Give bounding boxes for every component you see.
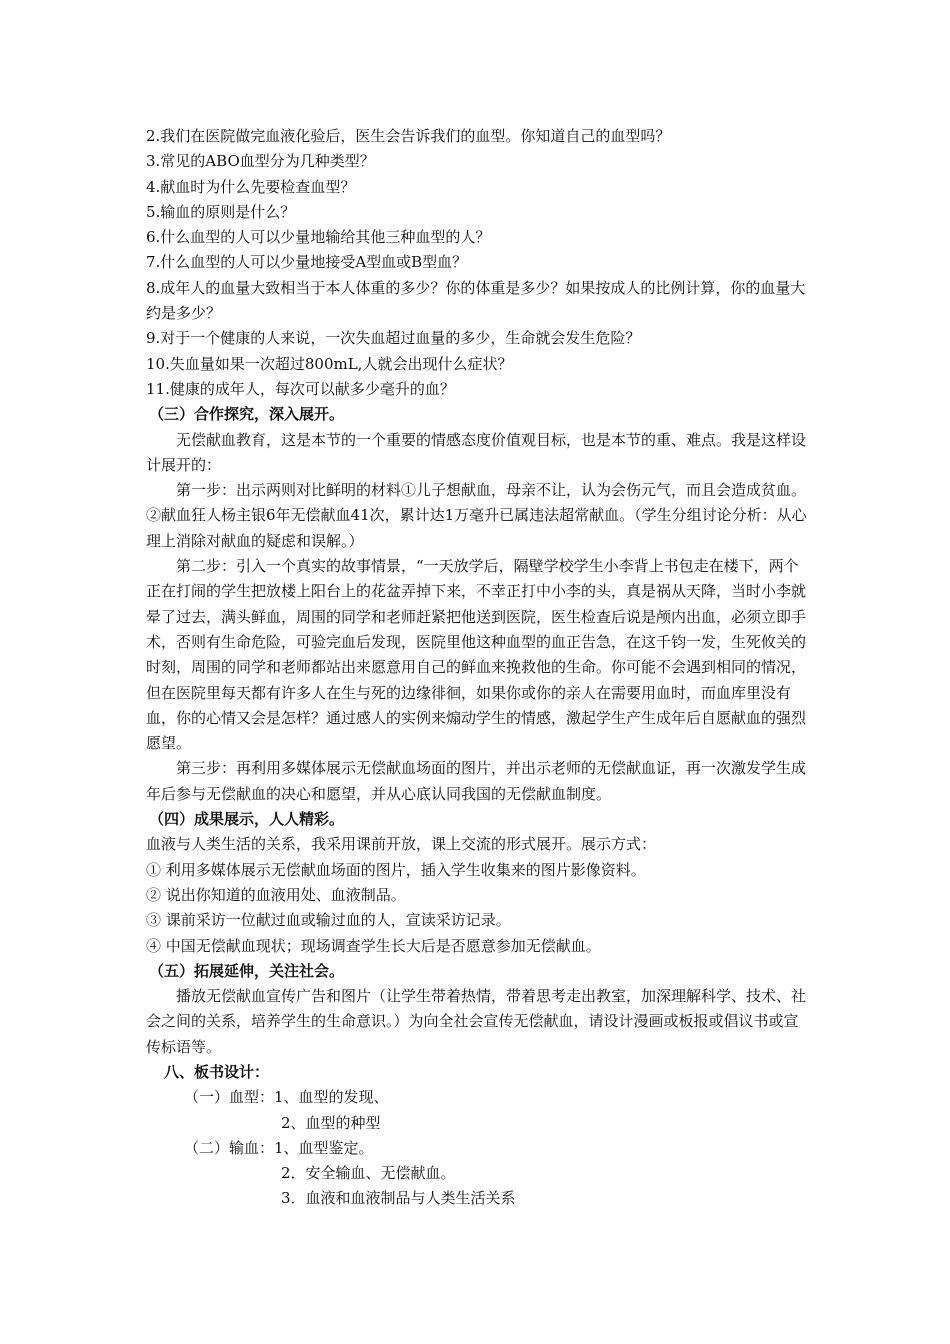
question-8: 8.成年人的血量大致相当于本人体重的多少？你的体重是多少？如果按成人的比例计算，你的血量大约是多少？ <box>146 278 806 323</box>
question-9: 9.对于一个健康的人来说，一次失血超过血量的多少，生命就会发生危险？ <box>146 329 641 348</box>
board-row-blood-type-kinds: 2、血型的种型 <box>281 1113 381 1132</box>
question-3: 3.常见的ABO血型分为几种类型？ <box>146 152 375 171</box>
question-2: 2.我们在医院做完血液化验后，医生会告诉我们的血型。你知道自己的血型吗？ <box>146 127 671 145</box>
list-item: ① 利用多媒体展示无偿献血场面的图片，插入学生收集来的图片影像资料。 <box>146 860 646 879</box>
section-4-heading: （四）成果展示，人人精彩。 <box>149 810 345 829</box>
board-row-blood-type: （一）血型：1、血型的发现、 <box>184 1088 389 1107</box>
question-10: 10.失血量如果一次超过800mL,人就会出现什么症状？ <box>146 354 513 373</box>
question-11: 11.健康的成年人，每次可以献多少毫升的血？ <box>146 379 455 398</box>
section-8-heading: 八、板书设计： <box>164 1062 270 1081</box>
section-4-intro: 血液与人类生活的关系，我采用课前开放，课上交流的形式展开。展示方式： <box>146 835 657 854</box>
question-7: 7.什么血型的人可以少量地接受A型血或B型血？ <box>146 253 468 272</box>
document-page <box>146 124 810 1212</box>
section-3-paragraph-1: 无偿献血教育，这是本节的一个重要的情感态度价值观目标，也是本节的重、难点。我是这样设计展开的： <box>146 430 807 474</box>
board-row-transfusion: （二）输血：1、血型鉴定。 <box>184 1138 374 1157</box>
list-item: ③ 课前采访一位献过血或输过血的人，宣读采访记录。 <box>146 911 511 930</box>
board-row-blood-products: 3．血液和血液制品与人类生活关系 <box>281 1189 516 1208</box>
question-4: 4.献血时为什么先要检查血型？ <box>146 177 356 196</box>
section-3-heading: （三）合作探究，深入展开。 <box>149 405 345 424</box>
section-3-paragraph-4: 第三步：再利用多媒体展示无偿献血场面的图片，并出示老师的无偿献血证，再一次激发学生成年后参与无偿献血的决心和愿望，并从心底认同我国的无偿献血制度。 <box>146 759 807 803</box>
list-item: ④ 中国无偿献血现状；现场调查学生长大后是否愿意参加无偿献血。 <box>146 936 601 955</box>
section-5-paragraph-1: 播放无偿献血宣传广告和图片（让学生带着热情，带着思考走出教室，加深理解科学、技术、社会之间的关系，培养学生的生命意识。）为向全社会宣传无偿献血，请设计漫画或板报或倡议书或宣传标语等。 <box>146 987 807 1056</box>
board-row-safe-transfusion: 2．安全输血、无偿献血。 <box>281 1164 456 1183</box>
section-5-heading: （五）拓展延伸，关注社会。 <box>149 961 345 980</box>
list-item: ② 说出你知道的血液用处、血液制品。 <box>146 885 406 904</box>
question-5: 5.输血的原则是什么？ <box>146 202 296 221</box>
section-3-paragraph-3: 第二步：引入一个真实的故事情景，“一天放学后，隔壁学校学生小李背上书包走在楼下，两个正在打闹的学生把放楼上阳台上的花盆弄掉下来，不幸正打中小李的头，真是祸从天降，当时小李就晕了过去，满头鲜血，周围的同学和老师赶紧把他送到医院，医生检查后说是颅内出血，必须立即手术，否则有生命危险，可验完血后发现，医院里他这种血型的血正告急，在这千钧一发，生死攸关的时刻，周围的同学和老师都站出来愿意用自己的鲜血来挽救他的生命。你可能不会遇到相同的情况，但在医院里每天都有许多人在生与死的边缘徘徊，如果你或你的亲人在需要用血时，而血库里没有血，你的心情又会是怎样？通过感人的实例来煽动学生的情感，激起学生产生成年后自愿献血的强烈愿望。 <box>146 557 807 753</box>
question-6: 6.什么血型的人可以少量地输给其他三种血型的人？ <box>146 228 491 247</box>
section-3-paragraph-2: 第一步：出示两则对比鲜明的材料①儿子想献血，母亲不让，认为会伤元气，而且会造成贫血。②献血狂人杨主银6年无偿献血41次，累计达1万毫升已属违法超常献血。（学生分组讨论分析：从心理上消除对献血的疑虑和误解。） <box>146 481 807 550</box>
